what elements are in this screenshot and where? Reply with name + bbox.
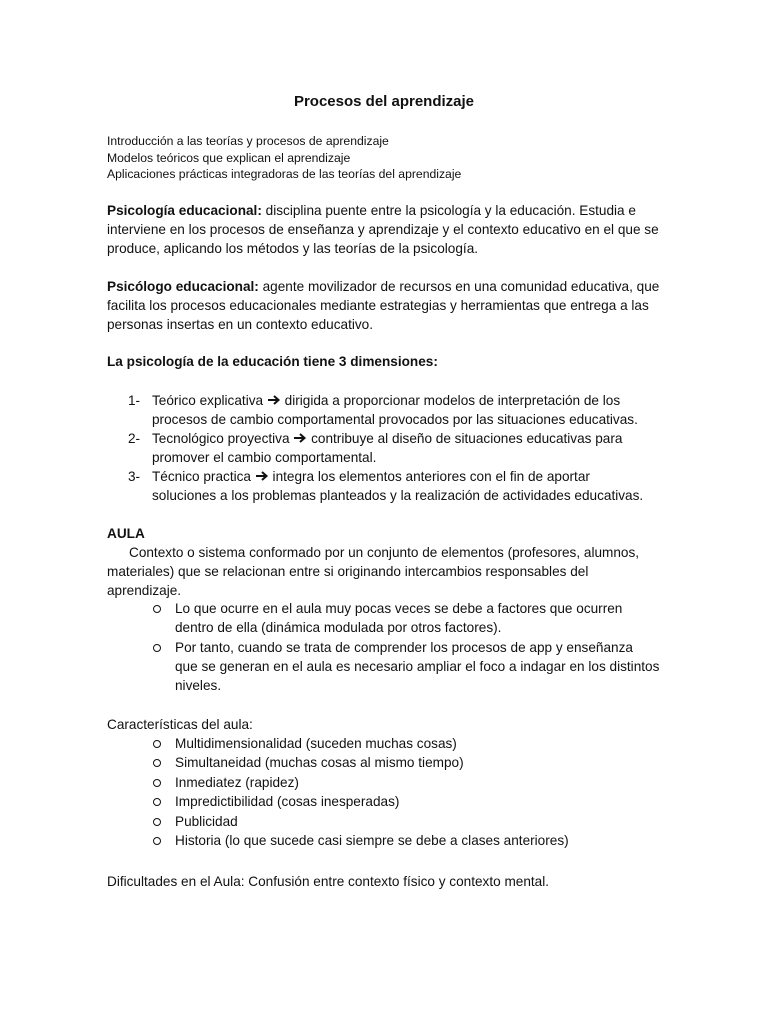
aula-paragraph: materiales) que se relacionan entre si originando intercambios responsables del	[107, 564, 589, 579]
intro-line: Aplicaciones prácticas integradoras de las teorías del aprendizaje	[107, 167, 462, 181]
caracteristica-item: Multidimensionalidad (suceden muchas cosas)	[175, 736, 457, 751]
dimension-line	[152, 467, 590, 487]
caracteristicas-heading: Características del aula:	[107, 717, 253, 732]
bullet-circle-icon	[153, 644, 161, 652]
bullet-circle-icon	[153, 779, 161, 787]
aula-bullet-text: niveles.	[175, 678, 222, 693]
caracteristica-item: Inmediatez (rapidez)	[175, 775, 299, 790]
arrow-right-icon	[267, 394, 281, 406]
dimension-line	[152, 391, 620, 411]
dimension-name: Tecnológico proyectiva	[152, 431, 290, 446]
bullet-circle-icon	[153, 605, 161, 613]
dimension-text: promover el cambio comportamental.	[152, 450, 377, 465]
aula-paragraph: aprendizaje.	[107, 583, 182, 598]
dimension-text: integra los elementos anteriores con el fin de aportar	[272, 469, 590, 484]
aula-bullet-text: Por tanto, cuando se trata de comprender los procesos de app y enseñanza	[175, 640, 633, 655]
psicologo-text: agente movilizador de recursos en una comunidad educativa, que	[258, 279, 660, 294]
dimension-line	[152, 429, 622, 449]
caracteristica-item: Publicidad	[175, 814, 238, 829]
psicologia-text: interviene en los procesos de enseñanza y aprendizaje y el contexto educativo en el que se	[107, 222, 659, 237]
dimension-text: dirigida a proporcionar modelos de interpretación de los	[284, 393, 621, 408]
dimension-text: soluciones a los problemas planteados y la realización de actividades educativas.	[152, 488, 644, 503]
psicologo-paragraph-line	[107, 277, 659, 297]
intro-line: Modelos teóricos que explican el aprendizaje	[107, 151, 351, 165]
aula-heading: AULA	[107, 526, 145, 541]
psicologo-text: personas insertas en un contexto educativo.	[107, 317, 374, 332]
bullet-circle-icon	[153, 740, 161, 748]
dimension-number: 2-	[128, 431, 141, 446]
psicologia-paragraph-line	[107, 201, 636, 221]
aula-bullet-text: dentro de ella (dinámica modulada por otros factores).	[175, 620, 502, 635]
caracteristica-item: Simultaneidad (muchas cosas al mismo tiempo)	[175, 755, 464, 770]
aula-paragraph: Contexto o sistema conformado por un conjunto de elementos (profesores, alumnos,	[129, 545, 640, 560]
arrow-right-icon	[255, 470, 269, 482]
dimensiones-heading: La psicología de la educación tiene 3 dimensiones:	[107, 354, 438, 369]
bullet-circle-icon	[153, 818, 161, 826]
arrow-right-icon	[293, 432, 307, 444]
aula-bullet-text: que se generan en el aula es necesario ampliar el foco a indagar en los distintos	[175, 659, 660, 674]
psicologo-term: Psicólogo educacional:	[107, 279, 259, 294]
dimension-text: contribuye al diseño de situaciones educativas para	[311, 431, 623, 446]
dimension-text: procesos de cambio comportamental provocados por las situaciones educativas.	[152, 412, 638, 427]
bullet-circle-icon	[153, 798, 161, 806]
dificultades-line: Dificultades en el Aula: Confusión entre contexto físico y contexto mental.	[107, 874, 550, 889]
intro-line: Introducción a las teorías y procesos de aprendizaje	[107, 134, 389, 148]
dimension-number: 3-	[128, 469, 141, 484]
caracteristica-item: Historia (lo que sucede casi siempre se debe a clases anteriores)	[175, 833, 569, 848]
dimension-name: Teórico explicativa	[152, 393, 264, 408]
psicologia-text: produce, aplicando los métodos y las teorías de la psicología.	[107, 241, 479, 256]
bullet-circle-icon	[153, 759, 161, 767]
bullet-circle-icon	[153, 837, 161, 845]
dimension-number: 1-	[128, 393, 141, 408]
psicologia-text: disciplina puente entre la psicología y la educación. Estudia e	[261, 203, 636, 218]
dimension-name: Técnico practica	[152, 469, 251, 484]
aula-bullet-text: Lo que ocurre en el aula muy pocas veces se debe a factores que ocurren	[175, 601, 623, 616]
psicologo-text: facilita los procesos educacionales mediante estrategias y herramientas que entrega a las	[107, 298, 649, 313]
page-title: Procesos del aprendizaje	[293, 93, 475, 110]
psicologia-term: Psicología educacional:	[107, 203, 262, 218]
caracteristica-item: Impredictibilidad (cosas inesperadas)	[175, 794, 400, 809]
